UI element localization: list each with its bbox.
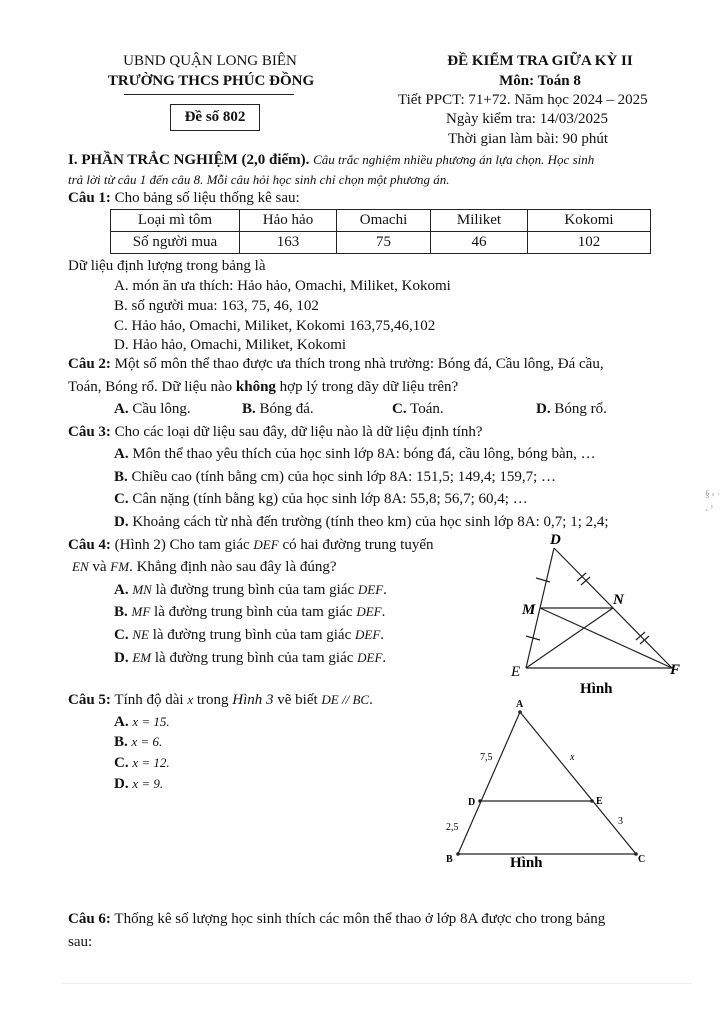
median-en (526, 608, 613, 668)
school-name: TRƯỜNG THCS PHÚC ĐỒNG (107, 73, 315, 89)
q2-line2-bold: không (235, 379, 276, 395)
q2-line2-pre: Toán, Bóng rổ. Dữ liệu nào (68, 379, 236, 395)
q3-text: Cho các loại dữ liệu sau đây, dữ liệu nào là dữ liệu định tính? (114, 424, 483, 440)
option-text: x = 15. (132, 714, 170, 729)
option-key: A. (114, 401, 129, 417)
option-key: D. (114, 337, 129, 353)
figure-caption: Hình (580, 681, 613, 697)
q3-option-c[interactable] (114, 491, 528, 508)
option-text: Cầu lông. (132, 401, 191, 417)
q3-option-d[interactable] (114, 514, 609, 531)
q2-line1: Một số môn thể thao được ưa thích trong nhà trường: Bóng đá, Cầu lông, Đá cầu, (114, 356, 604, 372)
option-seg: NE (132, 627, 149, 642)
q5-end: . (369, 692, 373, 708)
option-text: x = 9. (132, 776, 164, 791)
label-m: M (522, 602, 536, 618)
side-watermark: § ‹ · ¸ › (705, 489, 720, 511)
label-n: N (613, 592, 624, 608)
option-end: . (381, 604, 386, 620)
edge-ac (520, 712, 636, 854)
figure-triangle-def (500, 530, 690, 700)
label-c: C (638, 854, 646, 865)
q4-en: EN (72, 559, 89, 574)
q3-prompt (68, 424, 483, 441)
option-end: . (382, 650, 387, 666)
exam-period: Tiết PPCT: 71+72. Năm học 2024 – 2025 (398, 92, 648, 108)
option-key: D. (114, 514, 129, 530)
option-tri: DEF (356, 604, 382, 619)
exam-subject: Môn: Toán 8 (499, 73, 581, 89)
option-text: x = 6. (131, 734, 163, 749)
option-text: Cân nặng (tính bằng kg) của học sinh lớp 8A: 55,8; 56,7; 60,4; … (132, 491, 528, 507)
option-key: A. (114, 582, 129, 598)
q2-option-a[interactable] (114, 401, 191, 418)
q2-prompt (68, 356, 604, 373)
option-text: Khoảng cách từ nhà đến trường (tính theo km) của học sinh lớp 8A: 0,7; 1; 2,4; (132, 514, 609, 530)
option-seg: MF (131, 604, 151, 619)
table-cell: 75 (337, 232, 431, 254)
q2-line2 (68, 379, 458, 396)
label-ad: 7,5 (480, 752, 493, 763)
option-text: là đường trung bình của tam giác (152, 627, 352, 643)
q5-var: x (187, 692, 194, 707)
option-text: Chiều cao (tính bằng cm) của học sinh lớp 8A: 151,5; 149,4; 159,7; … (131, 469, 557, 485)
option-key: C. (114, 755, 129, 771)
option-key: C. (114, 318, 128, 334)
q4-fm: FM (110, 559, 130, 574)
q1-text: Cho bảng số liệu thống kê sau: (114, 190, 300, 206)
q4-ref: (Hình 2) (114, 537, 166, 553)
table-cell: 163 (240, 232, 337, 254)
table-header-cell: Hảo hảo (240, 210, 337, 232)
option-text: là đường trung bình của tam giác (154, 650, 354, 666)
table-cell: 102 (528, 232, 651, 254)
label-e: E (596, 796, 603, 807)
q4-option-b[interactable] (114, 604, 385, 621)
q4-text2: có hai đường trung tuyến (282, 537, 434, 553)
option-seg: MN (132, 582, 152, 597)
q6-label: Câu 6: (68, 911, 111, 927)
option-text: món ăn ưa thích: Hảo hảo, Omachi, Miliket, Kokomi (132, 278, 451, 294)
exam-duration: Thời gian làm bài: 90 phút (448, 131, 608, 147)
label-a: A (516, 699, 524, 710)
q4-option-c[interactable] (114, 627, 384, 644)
table-cell: 46 (431, 232, 528, 254)
point-d (478, 799, 482, 803)
section-title: I. PHẦN TRẮC NGHIỆM (2,0 điểm). (68, 152, 310, 168)
q1-label: Câu 1: (68, 190, 111, 206)
option-key: A. (114, 446, 129, 462)
q5-text3: vẽ biết (277, 692, 318, 708)
q5-text1: Tính độ dài (114, 692, 184, 708)
option-key: A. (114, 278, 129, 294)
option-end: . (383, 582, 387, 598)
point-a (518, 710, 522, 714)
section-instruction-cont: trả lời từ câu 1 đến câu 8. Mỗi câu hỏi học sinh chỉ chọn một phương án. (68, 172, 450, 187)
q5-ref: Hình 3 (232, 692, 274, 708)
q6-line1: Thống kê số lượng học sinh thích các môn thể thao ở lớp 8A được cho trong bảng (114, 911, 606, 927)
exam-title: ĐỀ KIỂM TRA GIỮA KỲ II (447, 53, 633, 69)
q1-table (110, 209, 651, 254)
q1-prompt (68, 190, 300, 207)
option-key: C. (392, 401, 407, 417)
q4-option-d[interactable] (114, 650, 386, 667)
q5-text2: trong (196, 692, 229, 708)
option-key: C. (114, 491, 129, 507)
q4-tri: DEF (253, 537, 279, 552)
option-text: là đường trung bình của tam giác (154, 604, 353, 620)
q1-option-c[interactable] (114, 318, 435, 335)
table-header-row (111, 210, 651, 232)
option-tri: DEF (354, 627, 381, 642)
section-heading (68, 152, 594, 169)
q5-option-c[interactable] (114, 755, 170, 772)
option-key: B. (242, 401, 256, 417)
q4-label: Câu 4: (68, 537, 111, 553)
q4-prompt (68, 537, 433, 554)
q6-prompt (68, 911, 605, 928)
table-cell: Số người mua (111, 232, 240, 254)
q1-option-d[interactable] (114, 337, 346, 354)
figure-caption: Hình (510, 855, 543, 871)
q4-and: và (92, 559, 107, 575)
option-text: Hảo hảo, Omachi, Miliket, Kokomi (132, 337, 347, 353)
option-tri: DEF (357, 650, 383, 665)
option-key: A. (114, 714, 129, 730)
table-header-cell: Kokomi (528, 210, 651, 232)
q5-cond: DE // BC (321, 692, 370, 707)
section-instruction: Câu trắc nghiệm nhiều phương án lựa chọn. Học sinh (313, 152, 595, 167)
figure-triangle-abc (440, 696, 680, 876)
option-key: B. (114, 604, 128, 620)
option-key: D. (114, 650, 129, 666)
q5-prompt (68, 692, 373, 709)
edge-ab (458, 712, 520, 854)
page-bottom-divider (62, 983, 692, 984)
option-tri: DEF (357, 582, 384, 597)
option-text: Bóng đá. (259, 401, 314, 417)
option-seg: EM (132, 650, 152, 665)
option-text: x = 12. (132, 755, 170, 770)
q5-option-a[interactable] (114, 714, 170, 731)
q6-line2: sau: (68, 934, 93, 950)
label-ec: 3 (618, 816, 623, 827)
table-header-cell: Omachi (337, 210, 431, 232)
option-text: là đường trung bình của tam giác (155, 582, 355, 598)
median-fm (540, 608, 672, 668)
option-text: Hảo hảo, Omachi, Miliket, Kokomi 163,75,46,102 (131, 318, 436, 334)
q2-label: Câu 2: (68, 356, 111, 372)
table-header-cell: Miliket (431, 210, 528, 232)
label-f: F (670, 662, 681, 678)
option-end: . (380, 627, 385, 643)
q4-option-a[interactable] (114, 582, 387, 599)
option-key: C. (114, 627, 129, 643)
option-text: Môn thể thao yêu thích của học sinh lớp 8A: bóng đá, cầu lông, bóng bàn, … (132, 446, 596, 462)
q3-option-b[interactable] (114, 469, 556, 486)
q2-line2-post: hợp lý trong dãy dữ liệu trên? (275, 379, 459, 395)
table-header-cell: Loại mì tôm (111, 210, 240, 232)
q5-option-d[interactable] (114, 776, 163, 793)
point-e (590, 799, 594, 803)
label-b: B (446, 854, 453, 865)
q4-text3: . Khẳng định nào sau đây là đúng? (129, 559, 337, 575)
q5-label: Câu 5: (68, 692, 111, 708)
q5-option-b[interactable] (114, 734, 162, 751)
label-db: 2,5 (446, 822, 459, 833)
label-e: E (511, 664, 521, 680)
label-d: D (550, 532, 561, 548)
point-b (456, 852, 460, 856)
option-key: D. (114, 776, 129, 792)
q2-option-d[interactable] (536, 401, 607, 418)
school-district: UBND QUẬN LONG BIÊN (123, 53, 297, 69)
exam-date: Ngày kiểm tra: 14/03/2025 (446, 111, 609, 127)
option-key: B. (114, 469, 128, 485)
q1-option-a[interactable] (114, 278, 451, 295)
q2-option-c[interactable] (392, 401, 444, 418)
exam-code-box: Đề số 802 (170, 104, 260, 131)
label-d: D (468, 797, 476, 808)
label-ae: x (570, 752, 575, 763)
header-divider (124, 94, 294, 95)
option-key: B. (114, 298, 128, 314)
option-text: Bóng rổ. (554, 401, 607, 417)
q4-prompt-cont (72, 559, 337, 576)
option-text: số người mua: 163, 75, 46, 102 (131, 298, 319, 314)
option-key: B. (114, 734, 128, 750)
q2-option-b[interactable] (242, 401, 314, 418)
table-row (111, 232, 651, 254)
q1-stem: Dữ liệu định lượng trong bảng là (68, 258, 266, 274)
option-text: Toán. (410, 401, 444, 417)
q4-text1: Cho tam giác (169, 537, 250, 553)
q3-label: Câu 3: (68, 424, 111, 440)
option-key: D. (536, 401, 551, 417)
q1-option-b[interactable] (114, 298, 319, 315)
q3-option-a[interactable] (114, 446, 596, 463)
tick-mark (536, 578, 550, 582)
